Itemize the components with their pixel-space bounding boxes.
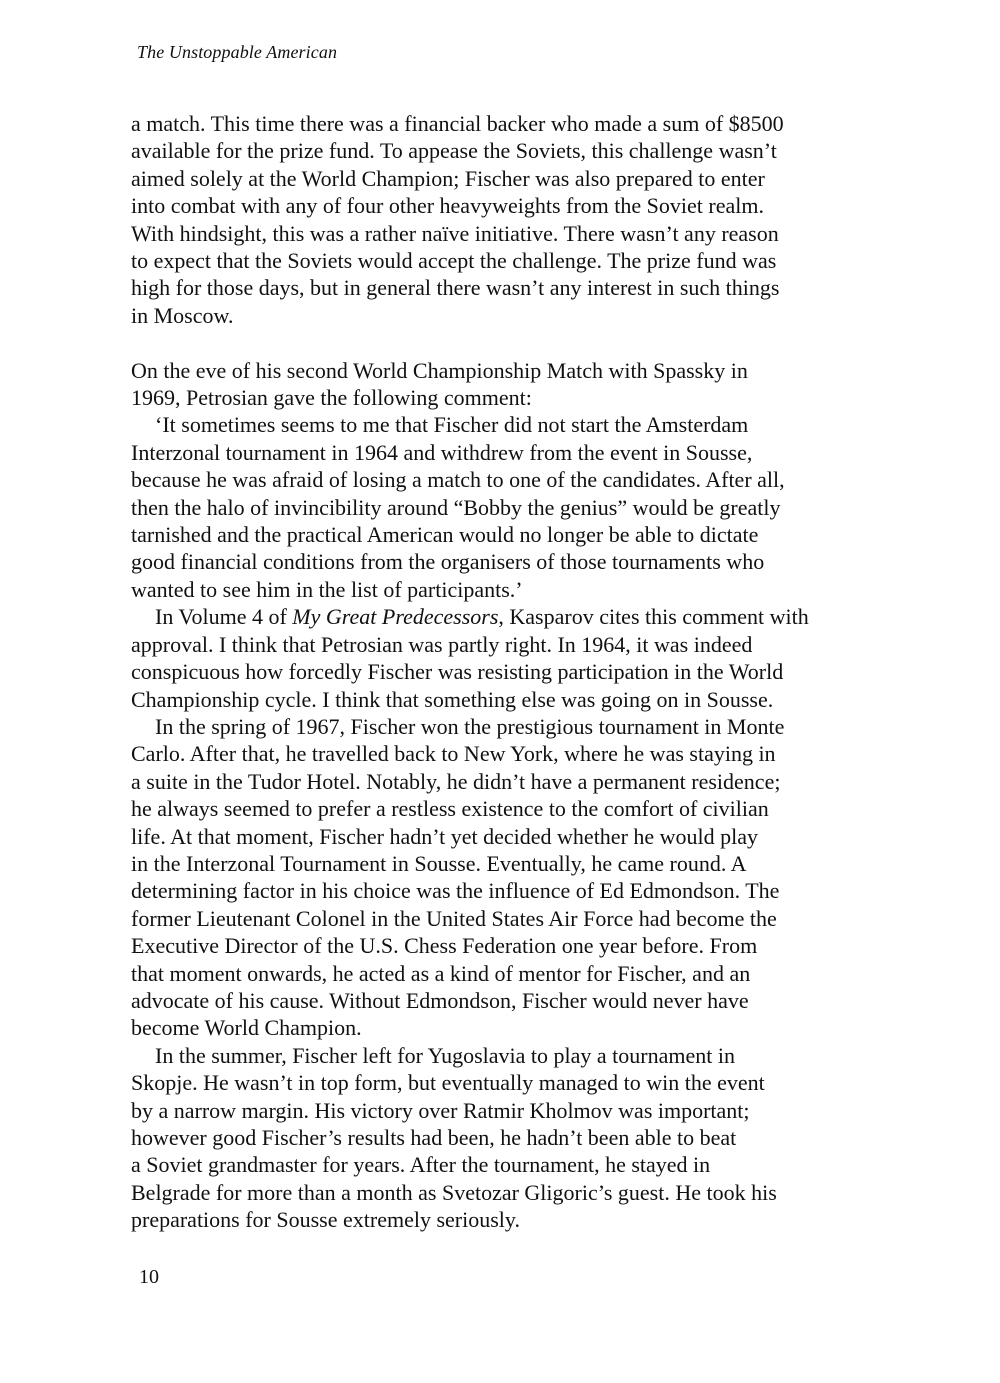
text-line: a match. This time there was a financial backer who made a sum of $8500 (131, 111, 784, 136)
text-line: conspicuous how forcedly Fischer was resisting participation in the World (131, 659, 784, 685)
paragraph (131, 110, 861, 329)
text-line: Belgrade for more than a month as Svetozar Gligoric’s guest. He took his (131, 1179, 777, 1205)
text-line: determining factor in his choice was the influence of Ed Edmondson. The (131, 878, 780, 904)
text-line: because he was afraid of losing a match to one of the candidates. After all, (131, 467, 785, 493)
page-number: 10 (139, 1266, 159, 1288)
quote-paragraph (131, 411, 861, 603)
text-line: good financial conditions from the organisers of those tournaments who (131, 549, 765, 575)
paragraph (131, 357, 861, 412)
text-line: tarnished and the practical American would no longer be able to dictate (131, 522, 759, 548)
text-line: a suite in the Tudor Hotel. Notably, he didn’t have a permanent residence; (131, 768, 781, 794)
text-line: however good Fischer’s results had been, he hadn’t been able to beat (131, 1125, 737, 1151)
running-head: The Unstoppable American (137, 42, 338, 62)
body-text (131, 110, 861, 1234)
text-line: preparations for Sousse extremely seriously. (131, 1207, 520, 1233)
text-line: wanted to see him in the list of participants.’ (131, 576, 523, 602)
text-line: With hindsight, this was a rather naïve initiative. There wasn’t any reason (131, 220, 779, 246)
text-line: high for those days, but in general there wasn’t any interest in such things (131, 275, 780, 301)
text-line: in the Interzonal Tournament in Sousse. Eventually, he came round. A (131, 850, 747, 876)
text-line: Championship cycle. I think that something else was going on in Sousse. (131, 686, 774, 712)
paragraph (131, 603, 861, 713)
text-line: On the eve of his second World Championship Match with Spassky in (131, 357, 748, 383)
text-line: aimed solely at the World Champion; Fischer was also prepared to enter (131, 165, 765, 191)
paragraph (131, 713, 861, 1042)
text-line: In the summer, Fischer left for Yugoslavia to play a tournament in (155, 1042, 735, 1068)
text-line: advocate of his cause. Without Edmondson, Fischer would never have (131, 987, 749, 1013)
text-line: that moment onwards, he acted as a kind of mentor for Fischer, and an (131, 960, 751, 986)
text-line: Skopje. He wasn’t in top form, but eventually managed to win the event (131, 1070, 765, 1096)
text-line: into combat with any of four other heavyweights from the Soviet realm. (131, 193, 764, 219)
text-line: Interzonal tournament in 1964 and withdrew from the event in Sousse, (131, 439, 753, 465)
text-line: then the halo of invincibility around “Bobby the genius” would be greatly (131, 494, 781, 520)
text-line: available for the prize fund. To appease the Soviets, this challenge wasn’t (131, 138, 777, 164)
text-line: by a narrow margin. His victory over Ratmir Kholmov was important; (131, 1097, 750, 1123)
paragraph (131, 1042, 861, 1234)
text-line: former Lieutenant Colonel in the United States Air Force had become the (131, 905, 777, 931)
text-line: 1969, Petrosian gave the following comment: (131, 385, 532, 411)
text-line: a Soviet grandmaster for years. After the tournament, he stayed in (131, 1152, 711, 1178)
text-line: he always seemed to prefer a restless existence to the comfort of civilian (131, 796, 769, 822)
text-line: Executive Director of the U.S. Chess Federation one year before. From (131, 933, 758, 959)
text-line: to expect that the Soviets would accept the challenge. The prize fund was (131, 248, 777, 274)
text-line: Carlo. After that, he travelled back to New York, where he was staying in (131, 741, 776, 767)
text-line: In the spring of 1967, Fischer won the prestigious tournament in Monte (155, 713, 785, 739)
text-line: In Volume 4 of My Great Predecessors, Kasparov cites this comment with (155, 604, 809, 630)
text-line: become World Champion. (131, 1015, 362, 1041)
text-line: in Moscow. (131, 302, 234, 328)
text-line: life. At that moment, Fischer hadn’t yet decided whether he would play (131, 823, 759, 849)
paragraph-gap (131, 329, 861, 356)
book-title: My Great Predecessors (292, 604, 499, 630)
text-line: ‘It sometimes seems to me that Fischer did not start the Amsterdam (155, 412, 749, 438)
text-line: approval. I think that Petrosian was partly right. In 1964, it was indeed (131, 631, 753, 657)
